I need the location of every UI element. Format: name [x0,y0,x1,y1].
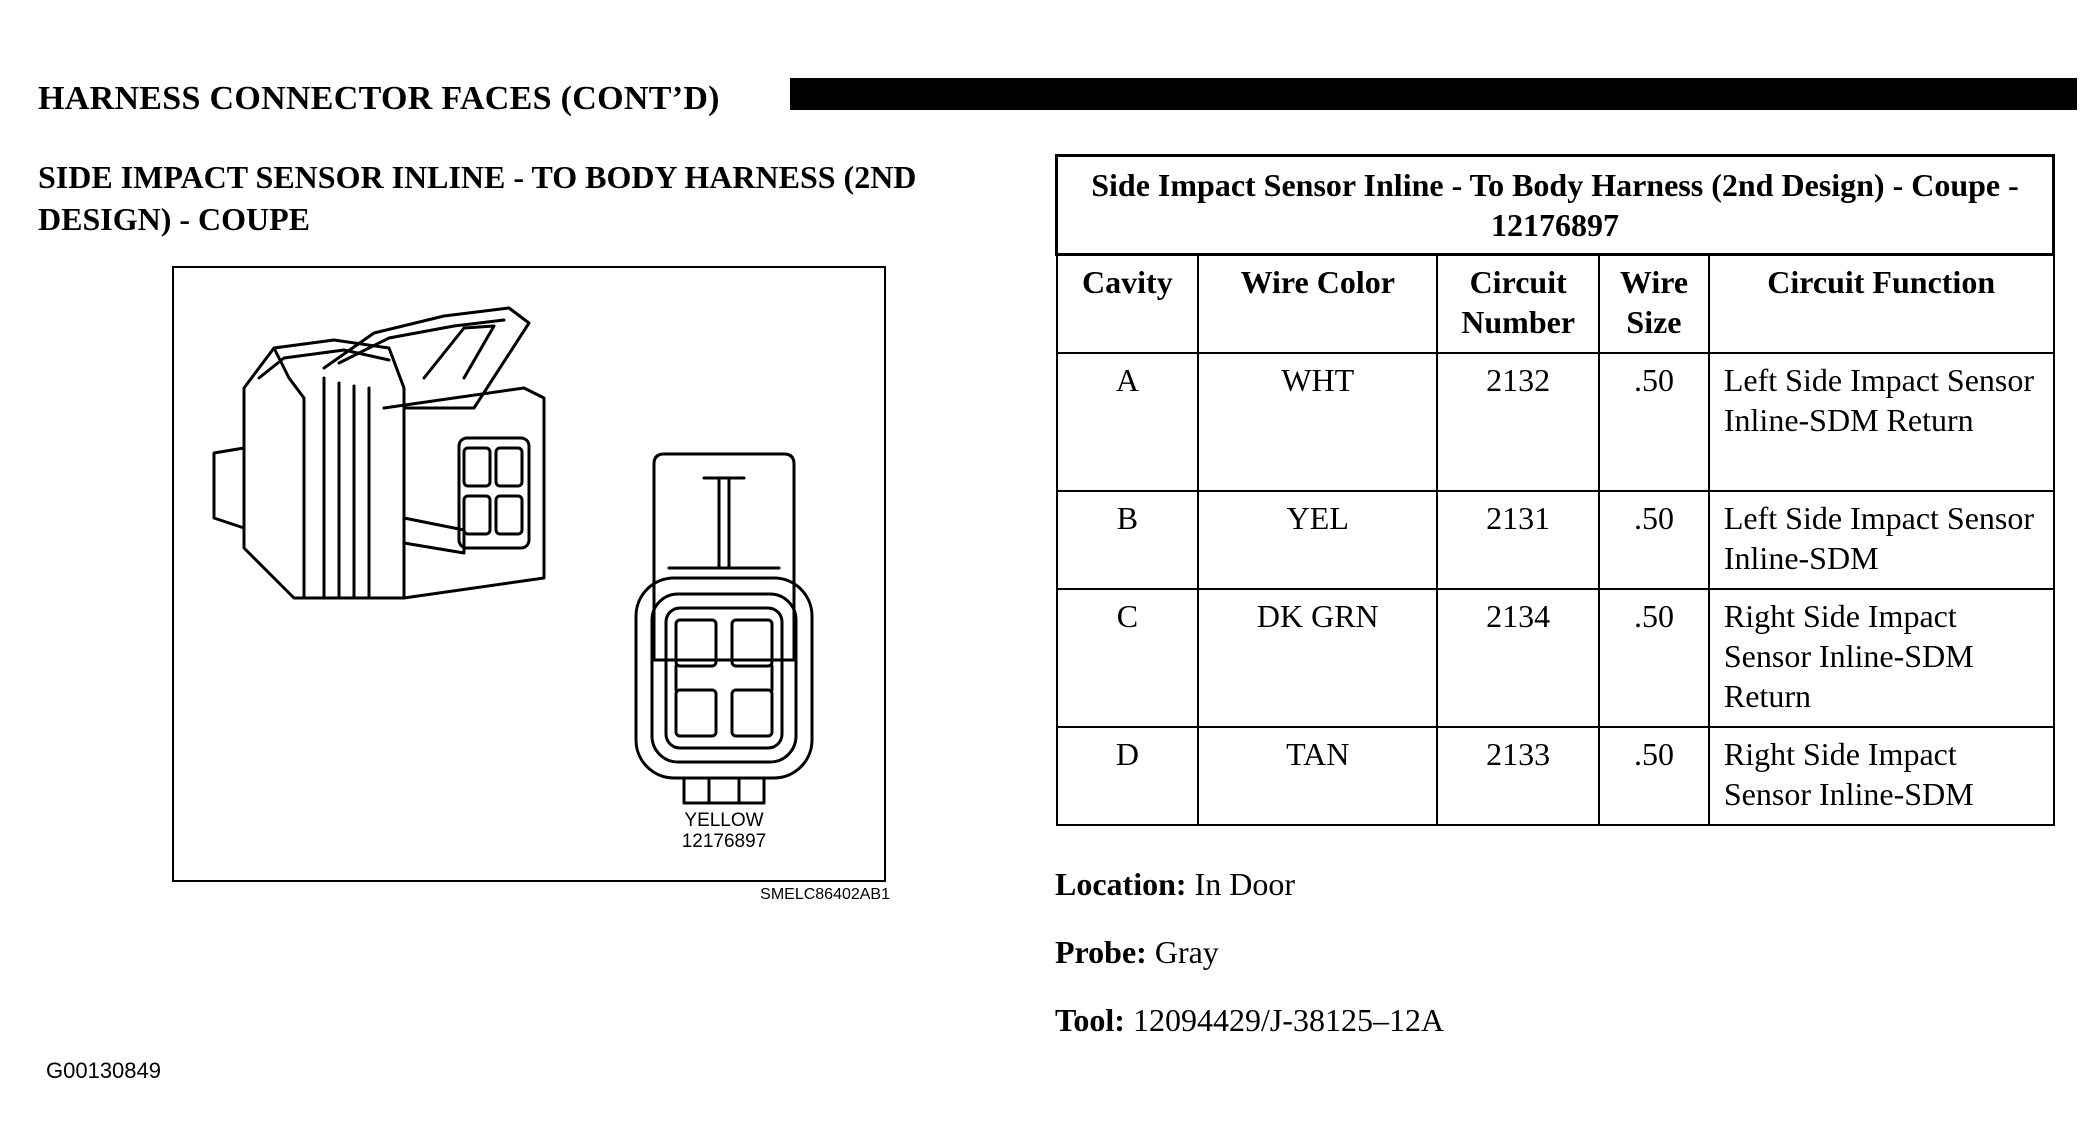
cell-circuit-function: Right Side Impact Sensor Inline-SDM [1709,727,2054,825]
cell-cavity: B [1057,491,1199,589]
cell-circuit-function: Left Side Impact Sensor Inline-SDM Return [1709,353,2054,491]
cell-cavity: C [1057,589,1199,727]
cell-wire-color: DK GRN [1198,589,1437,727]
cell-wire-color: YEL [1198,491,1437,589]
column-header-cavity: Cavity [1057,255,1199,354]
column-header-wire-color: Wire Color [1198,255,1437,354]
figure-code: SMELC86402AB1 [760,886,890,903]
cell-circuit-number: 2131 [1437,491,1599,589]
pinout-table [1055,154,2055,826]
probe-label: Probe: [1055,934,1147,970]
connector-face-view-icon [636,454,812,803]
connector-color: YELLOW [684,810,764,831]
cell-wire-color: TAN [1198,727,1437,825]
header-rule-bar [790,78,2077,110]
table-row [1057,727,2054,825]
column-header-circuit-number: Circuit Number [1437,255,1599,354]
table-row [1057,589,2054,727]
tool-value: 12094429/J-38125–12A [1132,1002,1445,1038]
page-code: G00130849 [46,1058,161,1083]
connector-figure [172,266,886,882]
cell-circuit-function: Left Side Impact Sensor Inline-SDM [1709,491,2054,589]
cell-circuit-number: 2132 [1437,353,1599,491]
page-header-title: HARNESS CONNECTOR FACES (CONT’D) [38,80,720,117]
column-header-circuit-function: Circuit Function [1709,255,2054,354]
tool-line [1055,1002,1444,1039]
cell-wire-color: WHT [1198,353,1437,491]
connector-color-label [614,810,834,852]
location-value: In Door [1194,866,1295,902]
cell-wire-size: .50 [1599,353,1709,491]
tool-label: Tool: [1055,1002,1125,1038]
column-header-wire-size: Wire Size [1599,255,1709,354]
cell-circuit-number: 2134 [1437,589,1599,727]
cell-cavity: D [1057,727,1199,825]
table-title: Side Impact Sensor Inline - To Body Harness (2nd Design) - Coupe - 12176897 [1057,156,2054,255]
location-line [1055,866,1295,903]
table-header-row [1057,255,2054,354]
cell-wire-size: .50 [1599,727,1709,825]
location-label: Location: [1055,866,1187,902]
connector-drawing [174,268,888,884]
cell-circuit-function: Right Side Impact Sensor Inline-SDM Return [1709,589,2054,727]
table-row [1057,353,2054,491]
table-row [1057,491,2054,589]
cell-wire-size: .50 [1599,589,1709,727]
connector-side-view-icon [214,308,544,598]
section-title: SIDE IMPACT SENSOR INLINE - TO BODY HARNESS (2ND DESIGN) - COUPE [38,159,917,237]
probe-line [1055,934,1219,971]
cell-circuit-number: 2133 [1437,727,1599,825]
cell-cavity: A [1057,353,1199,491]
connector-part-number: 12176897 [681,831,767,852]
cell-wire-size: .50 [1599,491,1709,589]
probe-value: Gray [1154,934,1219,970]
